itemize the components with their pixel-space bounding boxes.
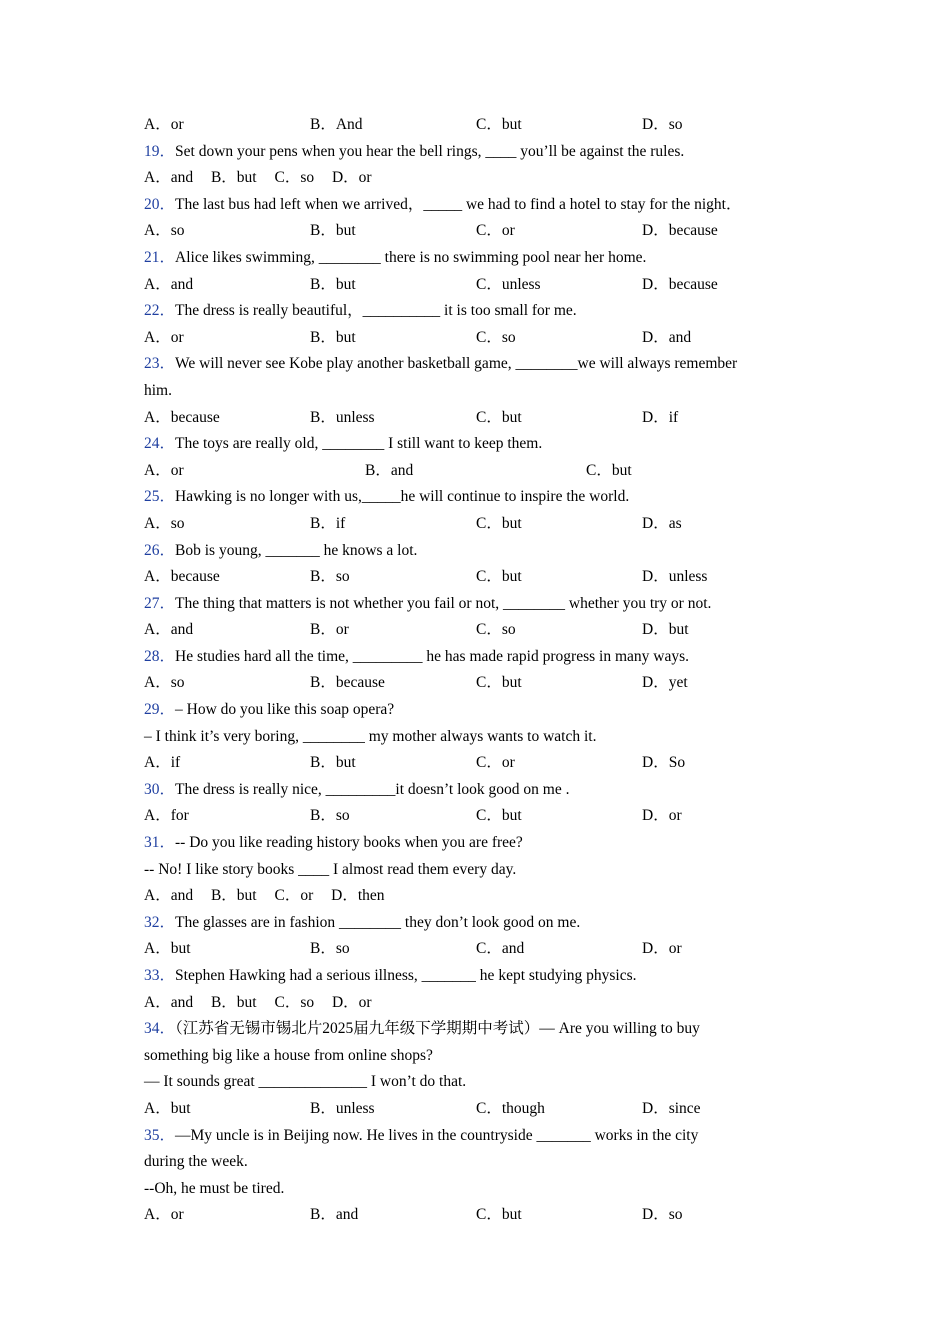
- question-number: 23．: [144, 355, 176, 373]
- options-row-q26: [144, 564, 804, 591]
- options-row-q34: [144, 1096, 804, 1123]
- question-number: 25．: [144, 488, 176, 506]
- question-number: 19．: [144, 142, 176, 160]
- question-number: 26．: [144, 541, 176, 559]
- question-21: [144, 245, 804, 272]
- question-number: 29．: [144, 701, 176, 719]
- option-c: C．unless: [476, 275, 541, 293]
- options-row-q29: [144, 750, 804, 777]
- option-b: B．so: [310, 568, 350, 586]
- options-row-q35: [144, 1202, 804, 1229]
- question-text: The thing that matters is not whether you fail or not, ________ whether you try or not.: [175, 594, 712, 612]
- question-number: 27．: [144, 594, 176, 612]
- question-text: The toys are really old, ________ I still want to keep them.: [175, 435, 543, 453]
- option-c: C．but: [476, 408, 522, 426]
- question-28: [144, 644, 804, 671]
- question-text: Stephen Hawking had a serious illness, _______ he kept studying physics.: [175, 967, 637, 984]
- options-row-q25: [144, 511, 804, 538]
- options-row-q33: [144, 990, 804, 1017]
- question-32: [144, 910, 804, 937]
- question-text: Bob is young, _______ he knows a lot.: [175, 541, 418, 559]
- option-a: A．and: [144, 993, 194, 1011]
- question-number: 28．: [144, 647, 176, 665]
- question-35: [144, 1123, 804, 1150]
- options-row-q31: [144, 883, 804, 910]
- options-row-q30: [144, 803, 804, 830]
- option-d: D．unless: [642, 568, 708, 586]
- question-text: Alice likes swimming, ________ there is no swimming pool near her home.: [175, 248, 647, 266]
- question-text: – How do you like this soap opera?: [175, 701, 395, 719]
- option-b: B．but: [210, 887, 257, 905]
- question-text: We will never see Kobe play another basketball game, ________we will always remember: [175, 355, 738, 373]
- question-33: [144, 963, 804, 990]
- option-b: B．And: [310, 116, 363, 133]
- option-b: B．and: [365, 461, 414, 479]
- option-d: D．because: [642, 275, 718, 293]
- question-19: [144, 139, 804, 166]
- options-row-q23: [144, 405, 804, 432]
- option-d: D．but: [642, 621, 689, 639]
- question-31-continued: -- No! I like story books ____ I almost read them every day.: [144, 860, 517, 878]
- question-23-continued: him.: [144, 381, 172, 399]
- question-number: 34．: [144, 1020, 176, 1038]
- options-row-q20: [144, 218, 804, 245]
- question-35-reply: --Oh, he must be tired.: [144, 1179, 285, 1197]
- options-row-q24: [144, 458, 804, 485]
- option-b: B．but: [310, 275, 356, 293]
- question-34-continued: something big like a house from online shops?: [144, 1046, 433, 1064]
- options-row-q22: [144, 325, 804, 352]
- options-row-q19: [144, 165, 804, 192]
- option-d: D．so: [642, 116, 683, 133]
- question-24: [144, 431, 804, 458]
- option-b: B．because: [310, 674, 385, 692]
- option-c: C．or: [274, 887, 314, 905]
- question-34-reply: — It sounds great ______________ I won’t do that.: [144, 1073, 467, 1091]
- option-d: D．or: [331, 169, 372, 187]
- question-30: [144, 777, 804, 804]
- options-row-q21: [144, 272, 804, 299]
- question-text: The dress is really nice, _________it doesn’t look good on me .: [175, 780, 570, 798]
- option-b: B．so: [310, 807, 350, 825]
- option-d: D．so: [642, 1206, 683, 1224]
- option-a: A．but: [144, 940, 191, 958]
- options-row-q32: [144, 936, 804, 963]
- question-number: 30．: [144, 780, 176, 798]
- question-text: The glasses are in fashion ________ they don’t look good on me.: [175, 913, 581, 931]
- option-b: B．but: [310, 328, 356, 346]
- question-number: 22．: [144, 302, 176, 320]
- option-a: A．but: [144, 1099, 191, 1117]
- question-29: [144, 697, 804, 724]
- option-a: A．or: [144, 461, 184, 479]
- question-text: The last bus had left when we arrived，_____ we had to find a hotel to stay for the night．: [175, 195, 742, 213]
- option-c: C．but: [476, 807, 522, 825]
- option-c: C．but: [586, 461, 632, 479]
- option-b: B．but: [310, 222, 356, 240]
- exam-page: [144, 112, 804, 1229]
- question-number: 32．: [144, 913, 176, 931]
- option-c: C．but: [476, 1206, 522, 1224]
- question-number: 33．: [144, 967, 176, 984]
- option-a: A．or: [144, 328, 184, 346]
- option-d: D．or: [331, 993, 372, 1011]
- option-b: B．but: [210, 993, 257, 1011]
- option-c: C．but: [476, 116, 522, 133]
- option-a: A．or: [144, 1206, 184, 1224]
- option-b: B．but: [210, 169, 257, 187]
- option-c: C．so: [476, 328, 516, 346]
- question-27: [144, 591, 804, 618]
- question-35-continued: during the week.: [144, 1153, 248, 1171]
- option-b: B．but: [310, 754, 356, 772]
- option-b: B．so: [310, 940, 350, 958]
- question-number: 31．: [144, 834, 176, 852]
- option-a: A．so: [144, 222, 185, 240]
- question-text: Hawking is no longer with us,_____he will continue to inspire the world.: [175, 488, 630, 506]
- option-a: A．and: [144, 169, 194, 187]
- option-d: D．or: [642, 807, 682, 825]
- option-a: A．because: [144, 408, 220, 426]
- question-31: [144, 830, 804, 857]
- options-row-q27: [144, 617, 804, 644]
- option-b: B．if: [310, 514, 346, 532]
- question-25: [144, 484, 804, 511]
- question-text: He studies hard all the time, _________ he has made rapid progress in many ways.: [175, 647, 689, 665]
- option-c: C．or: [476, 222, 515, 240]
- question-26: [144, 538, 804, 565]
- question-34: [144, 1016, 804, 1043]
- option-b: B．or: [310, 621, 349, 639]
- option-c: C．though: [476, 1099, 545, 1117]
- option-d: D．since: [642, 1099, 701, 1117]
- option-a: A．so: [144, 514, 185, 532]
- option-c: C．but: [476, 674, 522, 692]
- option-a: A．for: [144, 807, 189, 825]
- option-d: D．and: [642, 328, 692, 346]
- option-d: D．yet: [642, 674, 688, 692]
- option-c: C．or: [476, 754, 515, 772]
- option-d: D．if: [642, 408, 679, 426]
- option-a: A．if: [144, 754, 181, 772]
- option-d: D．So: [642, 754, 686, 772]
- question-number: 24．: [144, 435, 176, 453]
- option-d: D．then: [331, 887, 385, 905]
- question-text: -- Do you like reading history books when you are free?: [175, 834, 523, 852]
- question-number: 35．: [144, 1126, 176, 1144]
- option-b: B．and: [310, 1206, 359, 1224]
- option-c: C．so: [274, 169, 315, 187]
- option-d: D．as: [642, 514, 682, 532]
- option-a: A．because: [144, 568, 220, 586]
- question-23: [144, 351, 804, 378]
- question-text: The dress is really beautiful，__________ it is too small for me.: [175, 302, 577, 320]
- option-a: A．or: [144, 116, 184, 133]
- option-c: C．so: [476, 621, 516, 639]
- option-c: C．so: [274, 993, 315, 1011]
- option-b: B．unless: [310, 1099, 375, 1117]
- option-b: B．unless: [310, 408, 375, 426]
- question-number: 21．: [144, 248, 176, 266]
- question-text: Set down your pens when you hear the bell rings, ____ you’ll be against the rules.: [175, 142, 685, 160]
- question-number: 20．: [144, 195, 176, 213]
- option-c: C．but: [476, 514, 522, 532]
- option-a: A．and: [144, 621, 194, 639]
- question-20: [144, 192, 804, 219]
- option-d: D．or: [642, 940, 682, 958]
- question-text: （江苏省无锡市锡北片2025届九年级下学期期中考试）— Are you willing to buy: [175, 1020, 700, 1038]
- question-text: —My uncle is in Beijing now. He lives in the countryside _______ works in the city: [175, 1126, 699, 1144]
- options-row-q28: [144, 670, 804, 697]
- options-row-q18: [144, 112, 804, 139]
- option-d: D．because: [642, 222, 718, 240]
- option-a: A．and: [144, 887, 194, 905]
- option-c: C．and: [476, 940, 525, 958]
- option-c: C．but: [476, 568, 522, 586]
- question-29-continued: – I think it’s very boring, ________ my mother always wants to watch it.: [144, 727, 597, 745]
- option-a: A．and: [144, 275, 194, 293]
- option-a: A．so: [144, 674, 185, 692]
- question-22: [144, 298, 804, 325]
